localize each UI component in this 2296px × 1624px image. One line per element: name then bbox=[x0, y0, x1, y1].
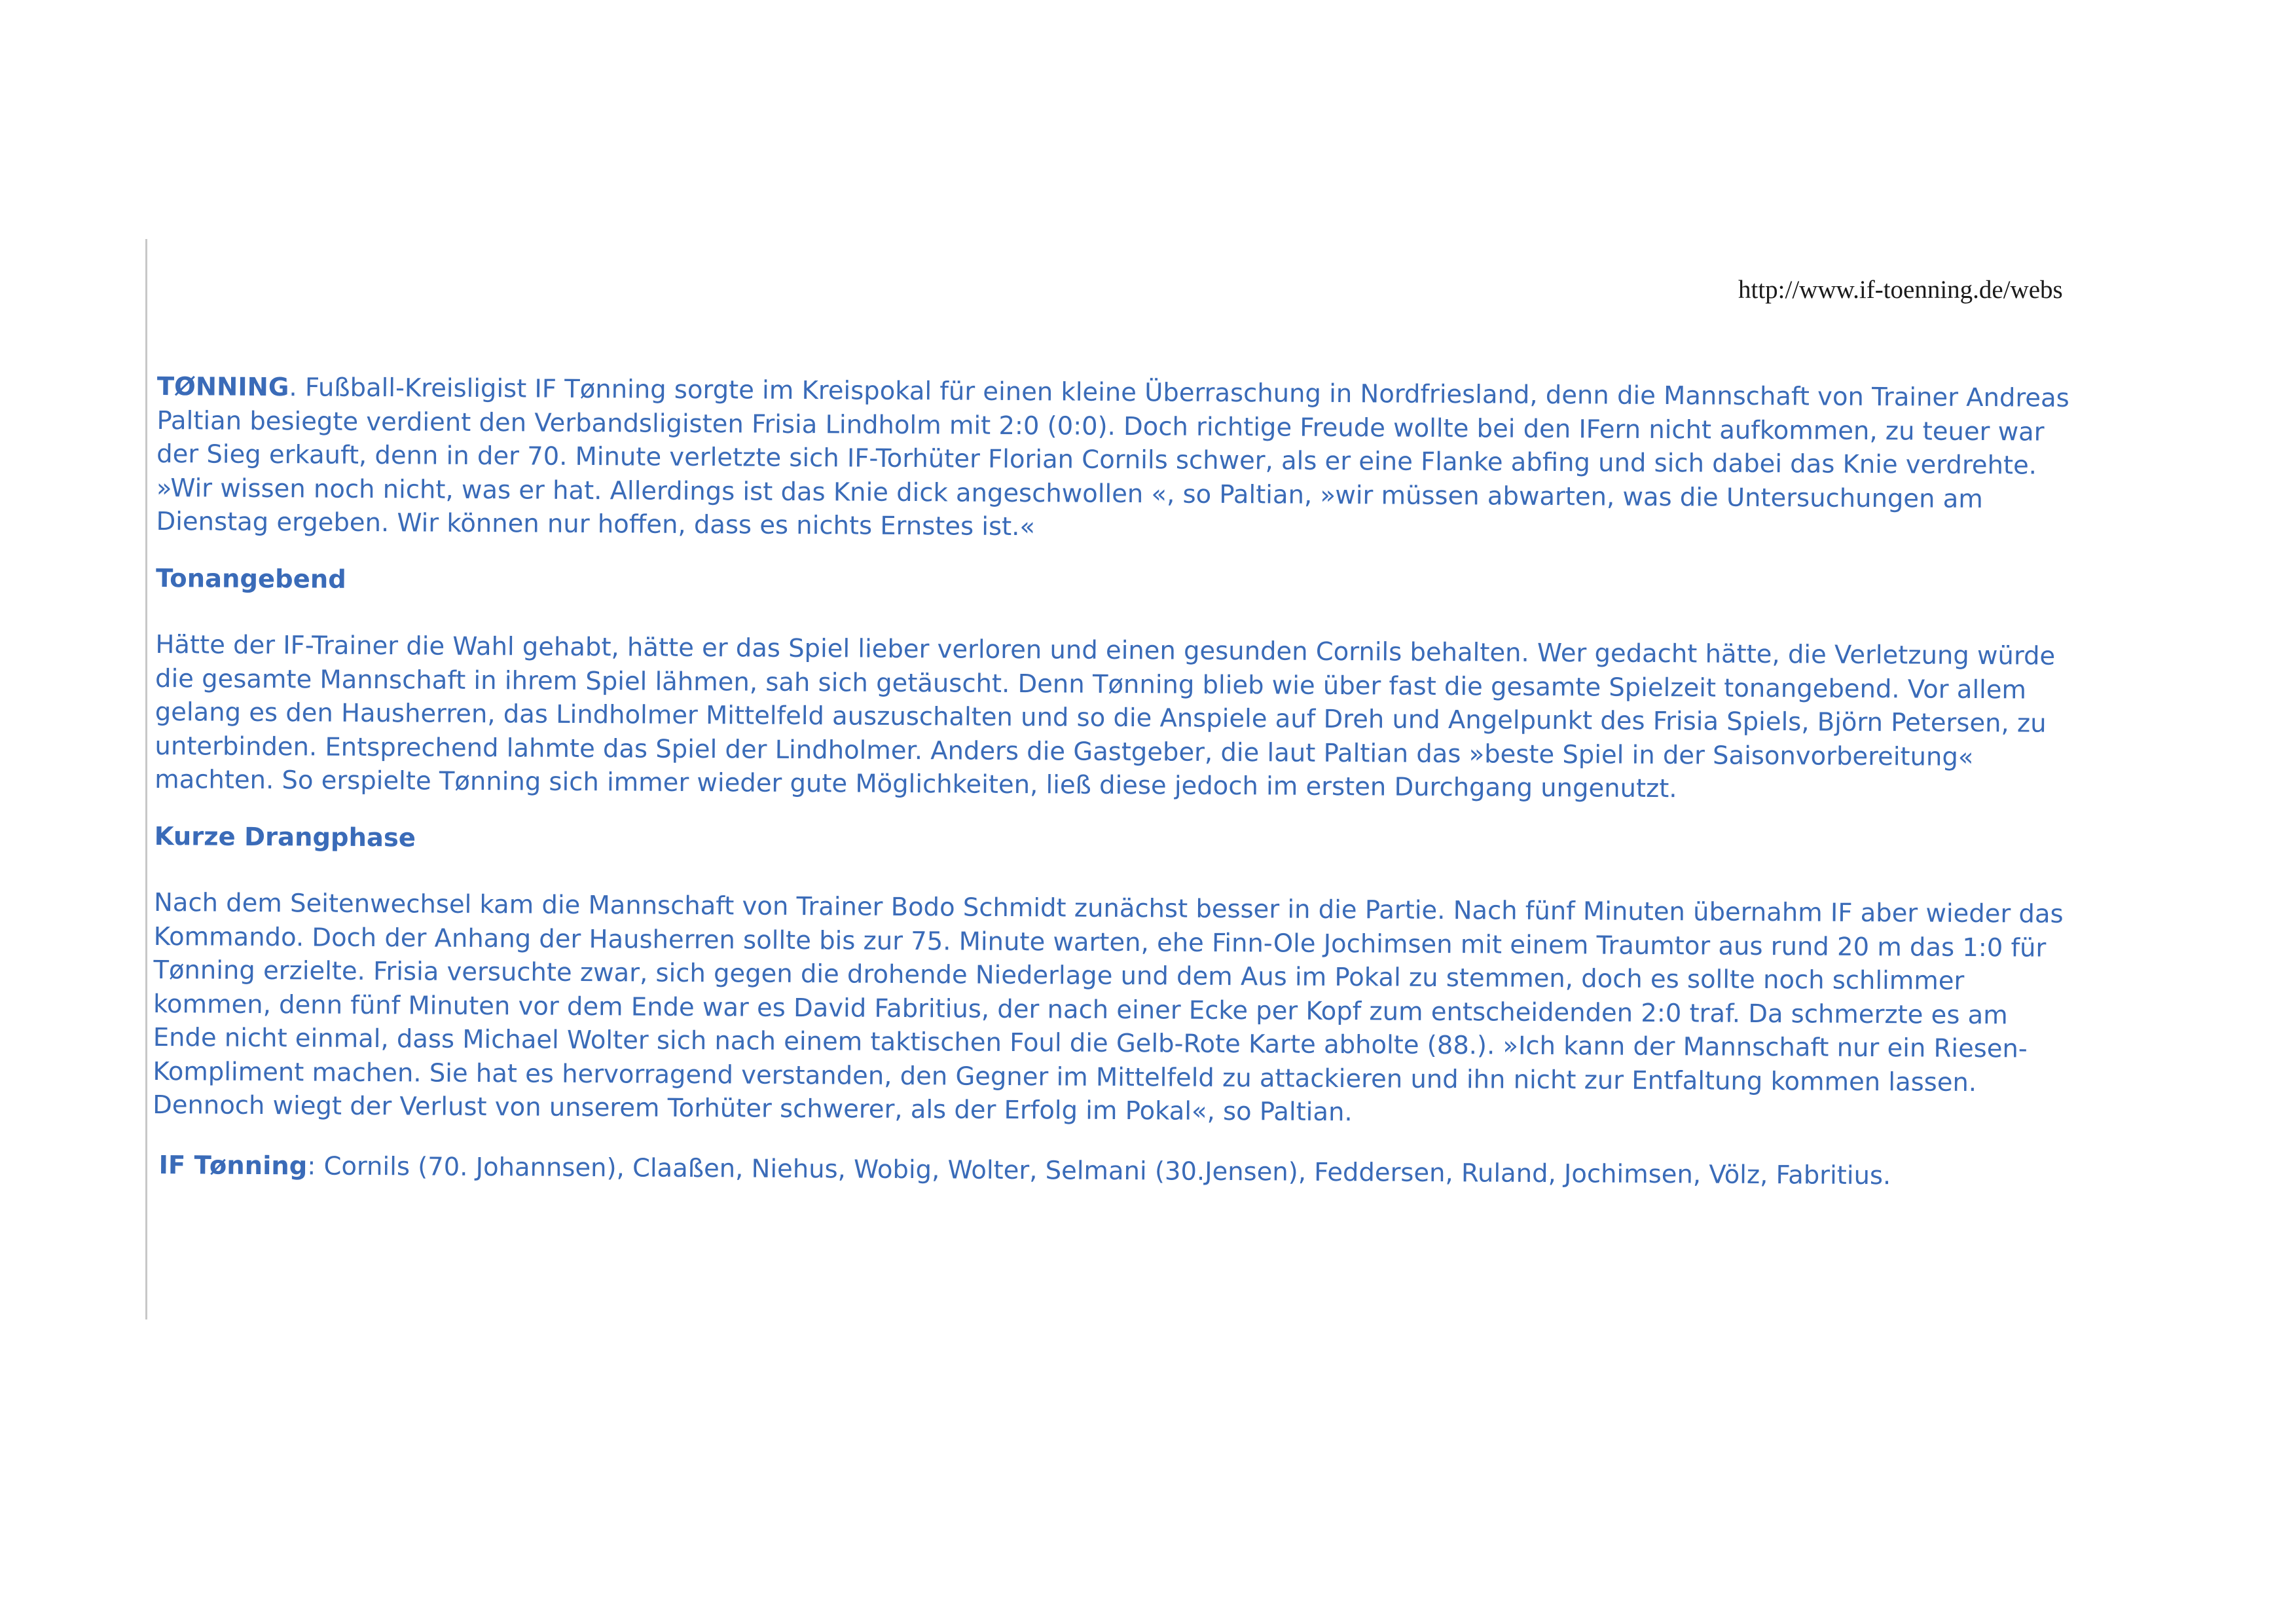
intro-text: . Fußball-Kreisligist IF Tønning sorgte im Kreispokal für einen kleine Überraschung in Nordfriesland, denn die Mannschaft von Trainer Andreas Paltian besiegte verdient den Verbandsligisten Frisia Lindholm mit 2:0 (0:0). Doch richtige Freude wollte bei den IFern nicht aufkommen, zu teuer war der Sieg erkauft, denn in der 70. Minute verletzte sich IF-Torhüter Florian Cornils schwer, als er eine Flanke abfing und sich dabei das Knie verdrehte. »Wir wissen noch nicht, was er hat. Allerdings ist das Knie dick angeschwollen «, so Paltian, »wir müssen abwarten, was die Untersuchungen am Dienstag ergeben. Wir können nur hoffen, dass es nichts Ernstes ist.« bbox=[156, 373, 2069, 542]
source-url: http://www.if-toenning.de/webs bbox=[1738, 276, 2063, 304]
section-paragraph-kurze-drangphase: Nach dem Seitenwechsel kam die Mannschaft von Trainer Bodo Schmidt zunächst besser in die Partie. Nach fünf Minuten übernahm IF aber wieder das Kommando. Doch der Anhang der Hausherren sollte bis zur 75. Minute warten, ehe Finn-Ole Jochimsen mit einem Traumtor aus rund 20 m das 1:0 für Tønning erzielte. Frisia versuchte zwar, sich gegen die drohende Niederlage und dem Aus im Pokal zu stemmen, doch es sollte noch schlimmer kommen, denn fünf Minuten vor dem Ende war es David Fabritius, der nach einer Ecke per Kopf zum entscheidenden 2:0 traf. Da schmerzte es am Ende nicht einmal, dass Michael Wolter sich nach einem taktischen Foul die Gelb-Rote Karte abholte (88.). »Ich kann der Mannschaft nur ein Riesen-Kompliment machen. Sie hat es hervorragend verstanden, den Gegner im Mittelfeld zu attackieren und ihn nicht zur Entfaltung kommen lassen. Dennoch wiegt der Verlust von unserem Torhüter schwerer, als der Erfolg im Pokal«, so Paltian. bbox=[153, 887, 2064, 1128]
section-heading-tonangebend: Tonangebend bbox=[155, 563, 346, 595]
lineup-team: IF Tønning bbox=[158, 1150, 308, 1181]
section-heading-kurze-drangphase: Kurze Drangphase bbox=[154, 821, 416, 853]
lineup-text: : Cornils (70. Johannsen), Claaßen, Niehus, Wobig, Wolter, Selmani (30.Jensen), Feddersen, Ruland, Jochimsen, Völz, Fabritius. bbox=[307, 1151, 1891, 1190]
scan-edge-line bbox=[145, 239, 147, 1320]
intro-paragraph bbox=[156, 370, 2079, 550]
article bbox=[152, 370, 2079, 1194]
lineup-paragraph bbox=[152, 1148, 2073, 1193]
section-paragraph-tonangebend: Hätte der IF-Trainer die Wahl gehabt, hätte er das Spiel lieber verloren und einen gesunden Cornils behalten. Wer gedacht hätte, die Verletzung würde die gesamte Mannschaft in ihrem Spiel lähmen, sah sich getäuscht. Denn Tønning blieb wie über fast die gesamte Spielzeit tonangebend. Vor allem gelang es den Hausherren, das Lindholmer Mittelfeld auszuschalten und so die Anspiele auf Dreh und Angelpunkt des Frisia Spiels, Björn Petersen, zu unterbinden. Entsprechend lahmte das Spiel der Lindholmer. Anders die Gastgeber, die laut Paltian das »beste Spiel in der Saisonvorbereitung« machten. So erspielte Tønning sich immer wieder gute Möglichkeiten, ließ diese jedoch im ersten Durchgang ungenutzt. bbox=[155, 629, 2056, 804]
dateline: TØNNING bbox=[156, 371, 289, 403]
